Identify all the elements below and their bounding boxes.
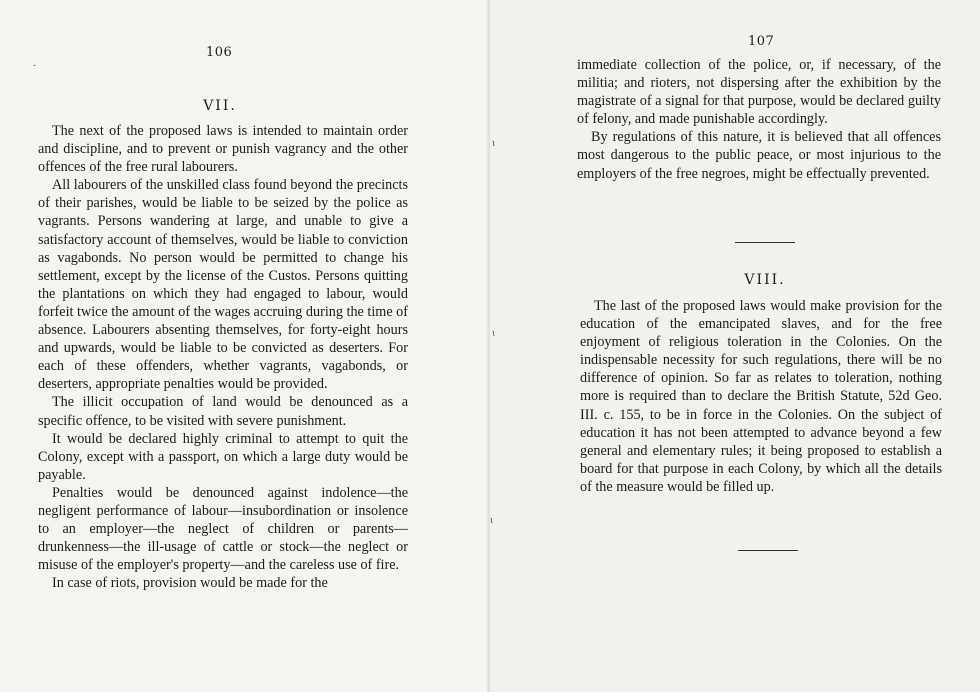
right-page-body-bottom (580, 297, 942, 496)
continuation-paragraph: immediate collection of the police, or, if necessary, of the militia; and rioters, not dispersing after the exhibition by the magistrate of a signal for that purpose, would be declared guilty of felony, and made punishable accordingly. (577, 57, 941, 128)
paragraph: The last of the proposed laws would make provision for the education of the emancipated slaves, and for the free enjoyment of religious toleration in the Colonies. On the indispensable necessity for such regulations, there will be no difference of opinion. So far as relates to toleration, nothing more is required than to declare the British Statute, 52d Geo. III. c. 155, to be in force in the Colonies. On the subject of education it has not been attempted to advance beyond a few general and elementary rules; it being proposed to establish a board for that purpose in each Colony, by which all the details of the measure would be filled up. (580, 298, 942, 495)
paragraph: In case of riots, provision would be made for the (52, 575, 328, 592)
paragraph: It would be declared highly criminal to attempt to quit the Colony, except with a passport, on which a large duty would be payable. (38, 430, 408, 483)
right-page (490, 0, 980, 692)
right-page-number: 107 (748, 34, 775, 49)
left-page-number: 106 (206, 45, 233, 60)
ink-speck: - (33, 61, 37, 71)
paragraph: All labourers of the unskilled class found beyond the precincts of their parishes, would be liable to be seized by the police as vagrants. Persons wandering at large, and unable to give a satisfactory account of themselves, would be liable to conviction as vagabonds. No person would be permitted to change his settlement, except by the license of the Custos. Persons quitting the plantations on which they had engaged to labour, would forfeit twice the amount of the wages accruing during the time of absence. Labourers absenting themselves, for forty-eight hours and upwards, would be liable to be convicted as deserters. For each of these offenders, whether vagrants, vagabonds, or deserters, appropriate penalties would be provided. (38, 177, 408, 393)
left-page-body (38, 122, 408, 592)
right-page-body-top (577, 56, 941, 183)
section-divider-rule (735, 242, 795, 243)
ink-speck: ι (492, 329, 496, 339)
paragraph: Penalties would be denounced against indolence—the negligent performance of labour—insubordination or insolence to an employer—the neglect of children or parents—drunkenness—the ill-usage of cattle or stock—the neglect or misuse of the employer's property—and the careless use of fire. (38, 484, 408, 574)
ink-speck: ι (490, 516, 494, 526)
paragraph: The illicit occupation of land would be denounced as a specific offence, to be visited with severe punishment. (38, 394, 408, 429)
section-heading-vii: VII. (203, 98, 237, 114)
end-divider-rule (738, 550, 798, 551)
ink-speck: ι (492, 139, 496, 149)
section-heading-viii: VIII. (744, 272, 786, 288)
paragraph: By regulations of this nature, it is believed that all offences most dangerous to the public peace, or most injurious to the employers of the free negroes, might be effectually prevented. (577, 129, 941, 182)
paragraph: The next of the proposed laws is intended to maintain order and discipline, and to prevent or punish vagrancy and the other offences of the free rural labourers. (38, 123, 408, 176)
